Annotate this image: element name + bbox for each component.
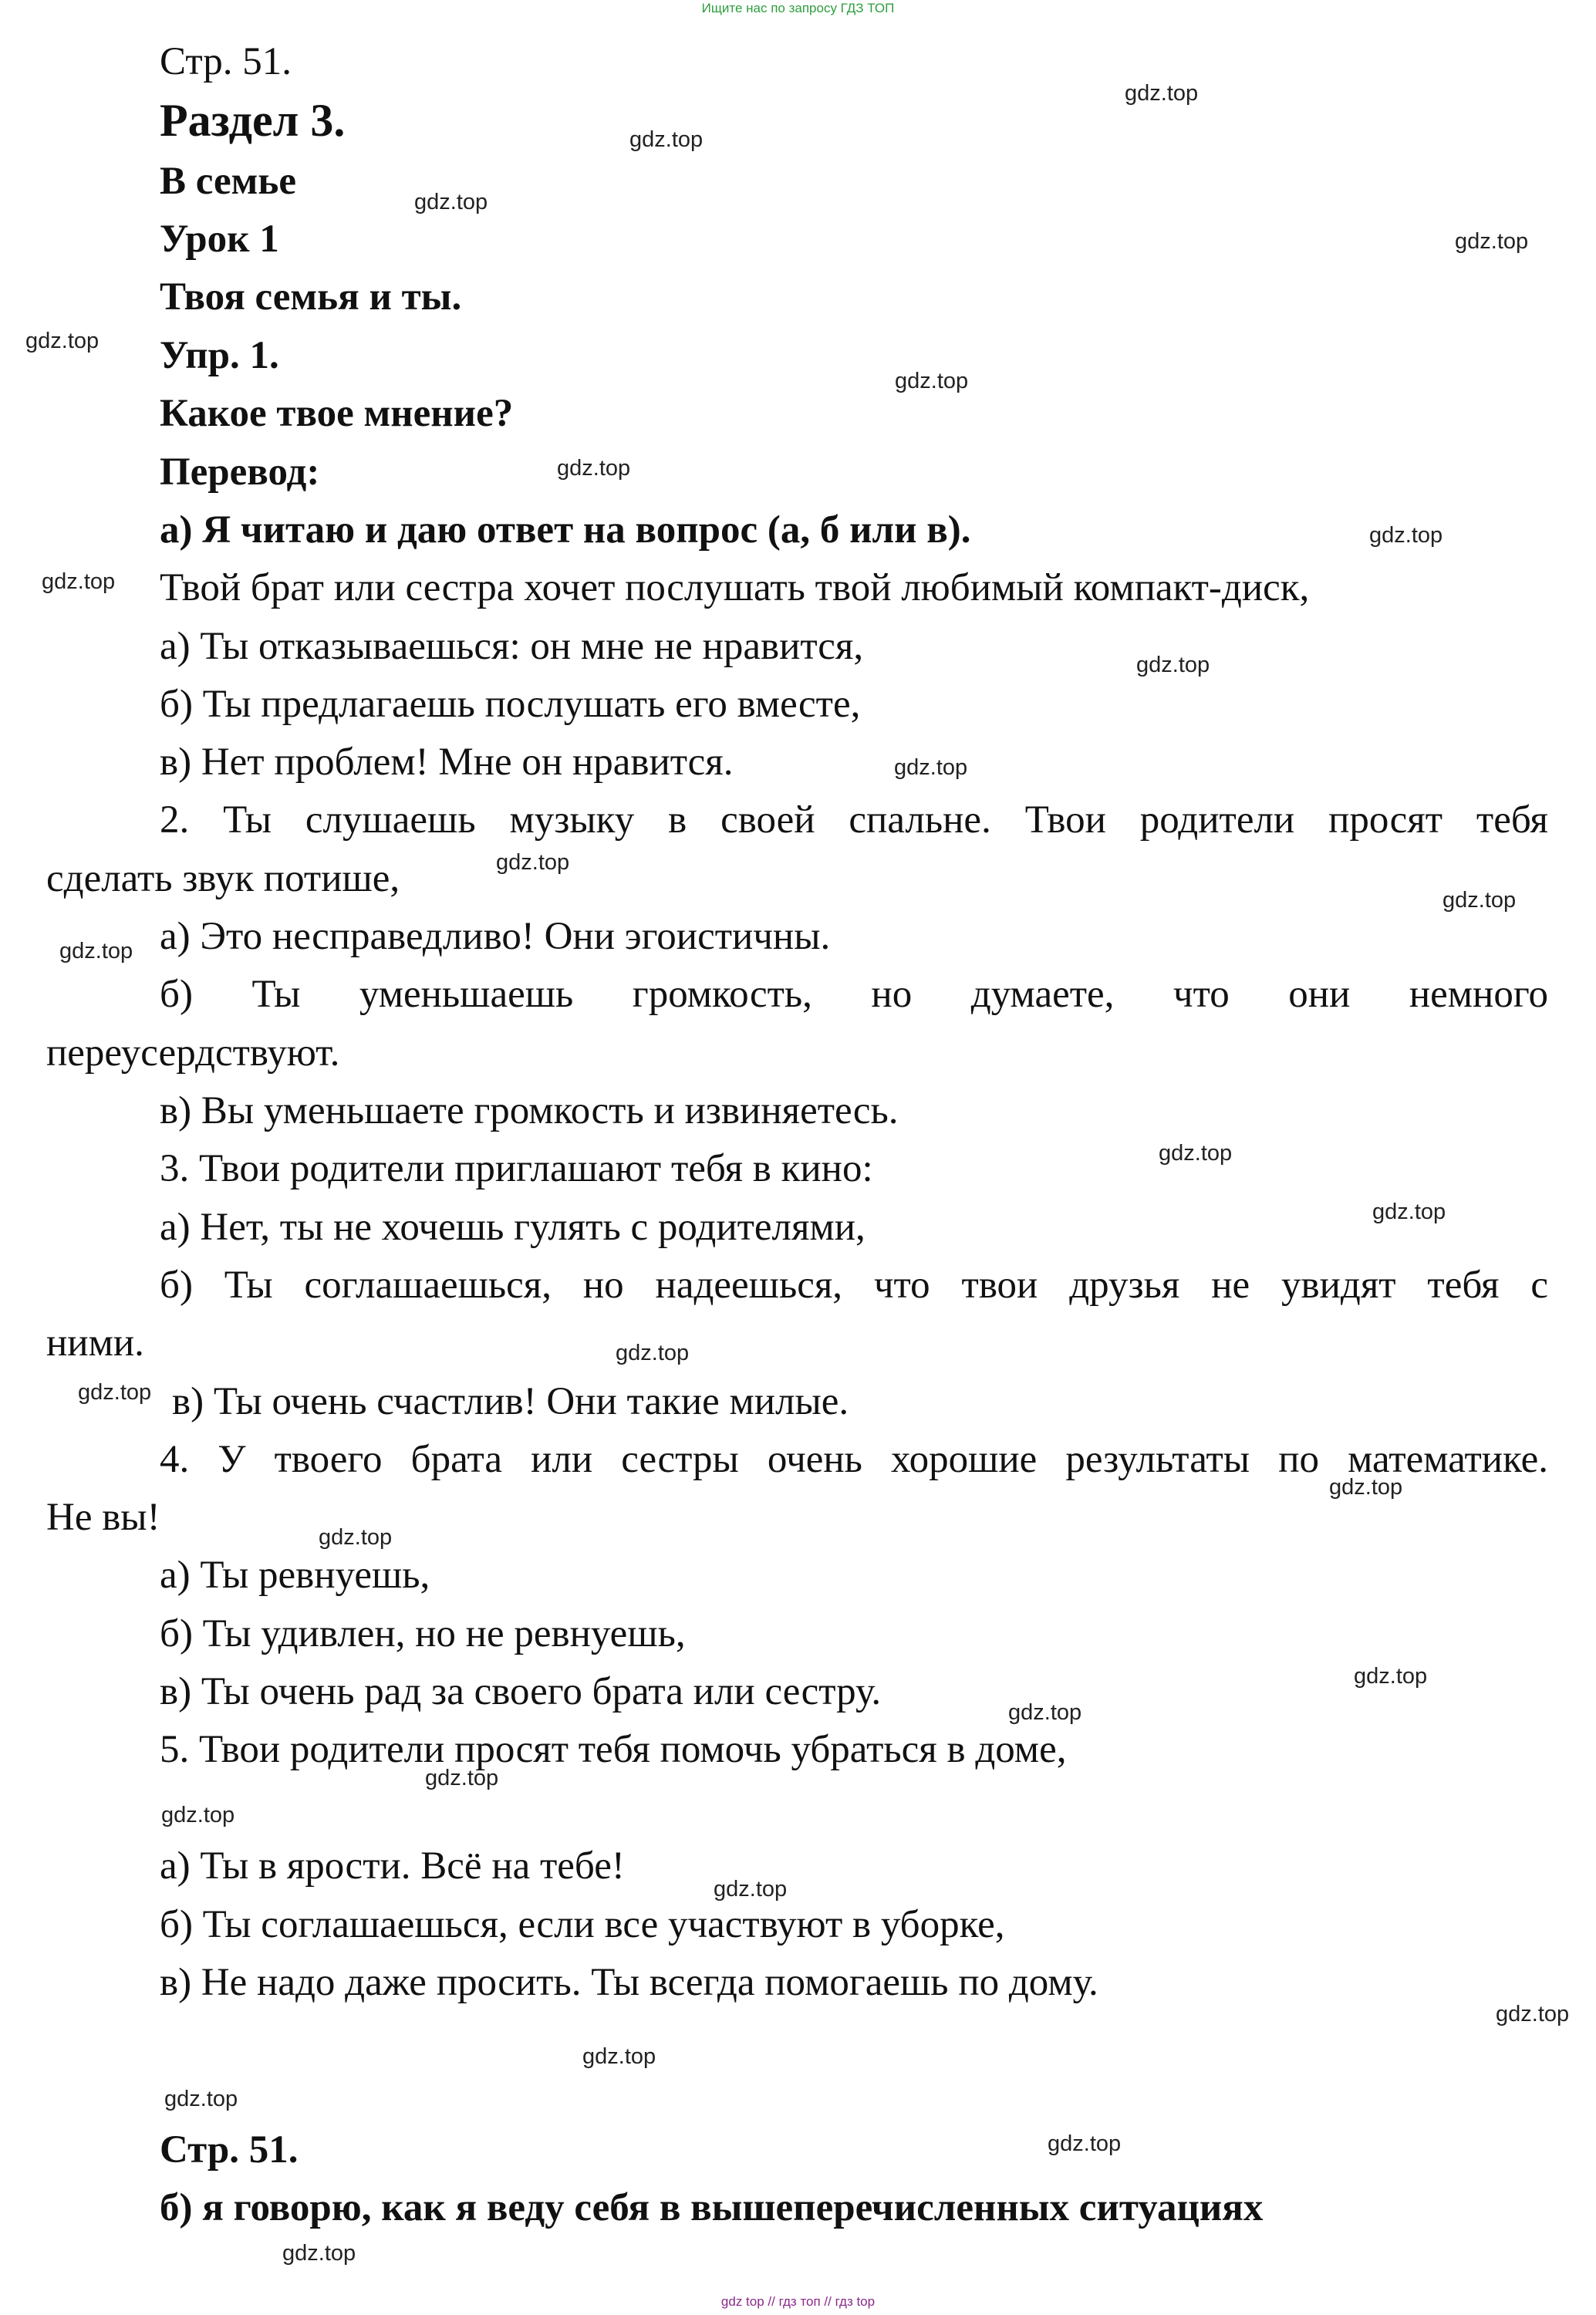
watermark-text: gdz.top [1455,229,1529,254]
translation-label: Перевод: [160,451,320,494]
question-1-option-c: в) Нет проблем! Мне он нравится. [160,741,734,784]
watermark-text: gdz.top [164,2087,238,2111]
question-2-option-a: а) Это несправедливо! Они эгоистичны. [160,915,831,958]
question-4-text-line2: Не вы! [46,1496,160,1539]
question-2-option-b-line1: б) Ты уменьшаешь громкость, но думаете, что они немного [160,973,1548,1016]
watermark-text: gdz.top [319,1525,393,1550]
watermark-text: gdz.top [629,127,704,152]
question-3-option-b-line1: б) Ты соглашаешься, но надеешься, что твои друзья не увидят тебя с [160,1264,1548,1307]
watermark-text: gdz.top [1048,2131,1122,2156]
watermark-text: gdz.top [78,1380,152,1405]
watermark-text: gdz.top [59,939,133,963]
watermark-text: gdz.top [1442,888,1517,913]
watermark-text: gdz.top [42,569,116,594]
watermark-text: gdz.top [1496,2002,1570,2026]
lesson-heading: Урок 1 [160,218,279,261]
question-5-option-a: а) Ты в ярости. Всё на тебе! [160,1844,625,1888]
question-4-option-b: б) Ты удивлен, но не ревнуешь, [160,1612,686,1655]
watermark-text: gdz.top [1136,653,1210,677]
question-5-option-c: в) Не надо даже просить. Ты всегда помогаешь по дому. [160,1961,1098,2004]
question-3-option-c: в) Ты очень счастлив! Они такие милые. [172,1380,849,1423]
lesson-title: Твоя семья и ты. [160,275,462,319]
question-4-text-line1: 4. У твоего брата или сестры очень хорошие результаты по математике. [160,1438,1548,1481]
task-b-instruction: б) я говорю, как я веду себя в вышеперечисленных ситуациях [160,2186,1264,2229]
watermark-text: gdz.top [282,2241,356,2266]
watermark-text: gdz.top [1125,81,1199,106]
watermark-text: gdz.top [414,190,488,214]
question-2-text-line2: сделать звук потише, [46,857,400,900]
watermark-text: gdz.top [582,2044,656,2069]
question-3-option-b-line2: ними. [46,1321,144,1365]
question-4-option-a: а) Ты ревнуешь, [160,1554,430,1597]
section-heading: Раздел 3. [160,95,346,146]
watermark-text: gdz.top [894,755,968,780]
question-5-option-b: б) Ты соглашаешься, если все участвуют в уборке, [160,1903,1005,1946]
watermark-text: gdz.top [496,850,570,875]
section-title: В семье [160,160,297,203]
exercise-heading: Упр. 1. [160,334,279,377]
question-1-option-a: а) Ты отказываешься: он мне не нравится, [160,625,864,668]
watermark-text: gdz.top [714,1877,788,1902]
watermark-text: gdz.top [557,456,631,481]
watermark-text: gdz.top [1008,1700,1082,1725]
watermark-text: gdz.top [1369,523,1443,548]
watermark-text: gdz.top [1372,1200,1446,1224]
question-4-option-c: в) Ты очень рад за своего брата или сестру. [160,1670,882,1713]
question-1-text: Твой брат или сестра хочет послушать твой любимый компакт-диск, [160,566,1310,609]
watermark-text: gdz.top [25,329,100,353]
watermark-text: gdz.top [1354,1664,1428,1689]
bottom-banner[interactable]: gdz top // гдз топ // гдз top [720,2294,876,2309]
question-1-option-b: б) Ты предлагаешь послушать его вместе, [160,683,861,726]
question-3-text: 3. Твои родители приглашают тебя в кино: [160,1147,873,1190]
watermark-text: gdz.top [616,1341,690,1365]
watermark-text: gdz.top [425,1766,499,1790]
top-banner[interactable]: Ищите нас по запросу ГДЗ ТОП [701,1,895,15]
question-5-text: 5. Твои родители просят тебя помочь убраться в доме, [160,1728,1067,1771]
page-reference: Стр. 51. [160,40,292,83]
question-2-option-b-line2: переусердствуют. [46,1031,340,1075]
question-2-text-line1: 2. Ты слушаешь музыку в своей спальне. Твои родители просят тебя [160,798,1548,842]
watermark-text: gdz.top [161,1803,235,1827]
watermark-text: gdz.top [1159,1141,1233,1166]
watermark-text: gdz.top [1329,1475,1403,1500]
question-heading: Какое твое мнение? [160,392,514,435]
question-3-option-a: а) Нет, ты не хочешь гулять с родителями, [160,1206,865,1249]
footer-page-reference: Стр. 51. [160,2128,299,2172]
task-a-instruction: а) Я читаю и даю ответ на вопрос (а, б или в). [160,508,971,552]
watermark-text: gdz.top [895,369,969,393]
question-2-option-c: в) Вы уменьшаете громкость и извиняетесь. [160,1089,899,1132]
